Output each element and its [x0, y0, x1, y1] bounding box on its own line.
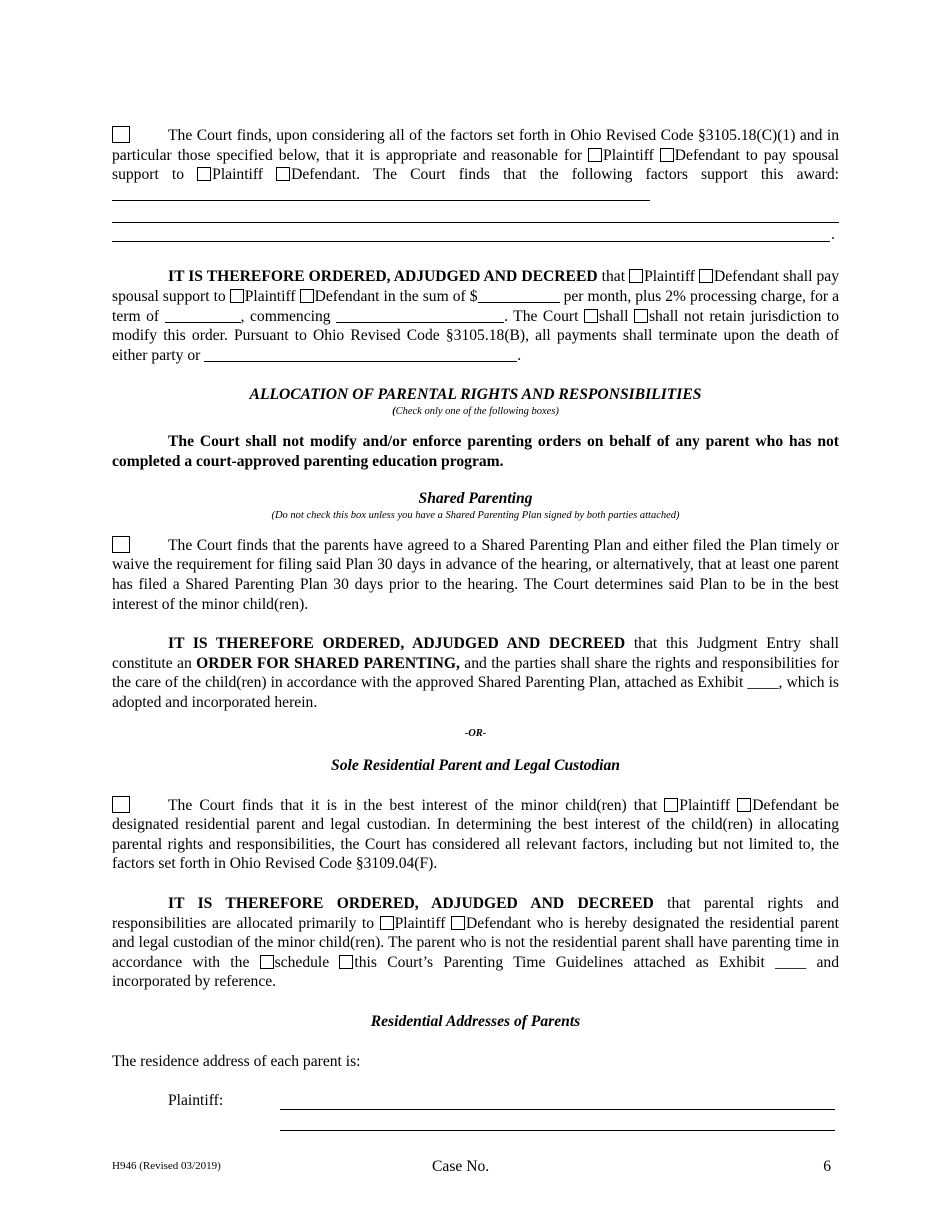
allocated-defendant-checkbox[interactable]	[451, 916, 465, 930]
parenting-education-notice: The Court shall not modify and/or enforce parenting orders on behalf of any parent who has not completed a court-approved parenting education program.	[112, 432, 839, 470]
term-field[interactable]	[165, 308, 241, 323]
commencing-date-field[interactable]	[336, 308, 504, 323]
page-number: 6	[823, 1158, 831, 1175]
allocated-plaintiff-checkbox[interactable]	[380, 916, 394, 930]
payer-plaintiff-checkbox[interactable]	[588, 148, 602, 162]
payer-defendant-checkbox[interactable]	[660, 148, 674, 162]
retain-jurisdiction-shall-not-checkbox[interactable]	[634, 309, 648, 323]
shared-exhibit-field[interactable]: ____	[747, 674, 779, 692]
spousal-findings-checkbox[interactable]	[112, 126, 130, 143]
schedule-checkbox[interactable]	[260, 955, 274, 969]
page-footer	[112, 1158, 839, 1178]
amount-field[interactable]	[478, 288, 560, 303]
document-page	[112, 126, 839, 1135]
sole-residential-order: IT IS THEREFORE ORDERED, ADJUDGED AND DECREED that parental rights and responsibilities are allocated primarily to Plaintiff Defendant who is hereby designated the residential parent and legal custodian of the minor child(ren). The parent who is not the residential parent shall have parenting time in accordance with the schedule this Court’s Parenting Time Guidelines attached as Exhibit ____ and incorporated by reference.	[112, 895, 840, 991]
plaintiff-address-line-1[interactable]	[280, 1092, 835, 1110]
spousal-order-paragraph: IT IS THEREFORE ORDERED, ADJUDGED AND DECREED that Plaintiff Defendant shall pay spousal support to Plaintiff Defendant in the sum of $ per month, plus 2% processing charge, for a term of , commencing . The Court shall shall not retain jurisdiction to modify this order. Pursuant to Ohio Revised Code §3105.18(B), all payments shall terminate upon the death of either party or .	[112, 268, 840, 364]
factors-line-2[interactable]	[112, 204, 839, 223]
shared-parenting-checkbox[interactable]	[112, 536, 130, 553]
factors-line-1[interactable]	[112, 186, 650, 201]
case-number-label: Case No.	[432, 1158, 490, 1175]
or-divider: -OR-	[464, 728, 487, 740]
plaintiff-address-block	[112, 1091, 839, 1135]
order-payer-defendant-checkbox[interactable]	[699, 269, 713, 283]
allocation-subheading: (Check only one of the following boxes)	[392, 405, 559, 417]
shared-parenting-finding: The Court finds that the parents have agreed to a Shared Parenting Plan and either filed the Plan timely or waive the requirement for filing said Plan 30 days in advance of the hearing, or alternatively, that at least one parent has filed a Shared Parenting Plan 30 days prior to the hearing. The Court determines said Plan to be in the best interest of the minor child(ren).	[112, 536, 839, 613]
plaintiff-address-line-2[interactable]	[280, 1113, 835, 1131]
payee-plaintiff-checkbox[interactable]	[197, 167, 211, 181]
spousal-findings-paragraph: The Court finds, upon considering all of the factors set forth in Ohio Revised Code §3105.18(C)(1) and in particular those specified below, that it is appropriate and reasonable for Plaintiff Defendant to pay spousal support to Plaintiff Defendant. The Court finds that the following factors support this award:	[112, 126, 839, 204]
order-payee-defendant-checkbox[interactable]	[300, 289, 314, 303]
payee-defendant-checkbox[interactable]	[276, 167, 290, 181]
shared-parenting-order: IT IS THEREFORE ORDERED, ADJUDGED AND DECREED that this Judgment Entry shall constitute an ORDER FOR SHARED PARENTING, and the parties shall share the rights and responsibilities for the care of the child(ren) in accordance with the approved Shared Parenting Plan, attached as Exhibit ____, which is adopted and incorporated herein.	[112, 635, 840, 711]
plaintiff-address-label: Plaintiff:	[168, 1092, 224, 1110]
residential-defendant-checkbox[interactable]	[737, 798, 751, 812]
shared-parenting-heading: Shared Parenting	[418, 490, 533, 508]
form-id: H946 (Revised 03/2019)	[112, 1160, 221, 1172]
shared-parenting-subheading: (Do not check this box unless you have a Shared Parenting Plan signed by both parties attached)	[271, 509, 680, 521]
sole-residential-checkbox[interactable]	[112, 796, 130, 813]
factors-line-3[interactable]	[112, 223, 830, 242]
order-payee-plaintiff-checkbox[interactable]	[230, 289, 244, 303]
sole-residential-finding: The Court finds that it is in the best interest of the minor child(ren) that Plaintiff Defendant be designated residential parent and legal custodian. In determining the best interest of the child(ren) in allocating parental rights and responsibilities, the Court has considered all relevant factors, including but not limited to, the factors set forth in Ohio Revised Code §3109.04(F).	[112, 796, 839, 873]
order-payer-plaintiff-checkbox[interactable]	[629, 269, 643, 283]
allocation-heading: ALLOCATION OF PARENTAL RIGHTS AND RESPONSIBILITIES	[249, 386, 702, 404]
sole-exhibit-field[interactable]: ____	[775, 953, 807, 971]
termination-condition-field[interactable]	[204, 347, 517, 362]
guidelines-checkbox[interactable]	[339, 955, 353, 969]
factors-line-3-row: .	[112, 223, 839, 243]
addresses-heading: Residential Addresses of Parents	[370, 1013, 581, 1030]
residential-plaintiff-checkbox[interactable]	[664, 798, 678, 812]
retain-jurisdiction-shall-checkbox[interactable]	[584, 309, 598, 323]
sole-residential-heading: Sole Residential Parent and Legal Custodian	[331, 757, 620, 775]
addresses-intro: The residence address of each parent is:	[112, 1052, 361, 1070]
